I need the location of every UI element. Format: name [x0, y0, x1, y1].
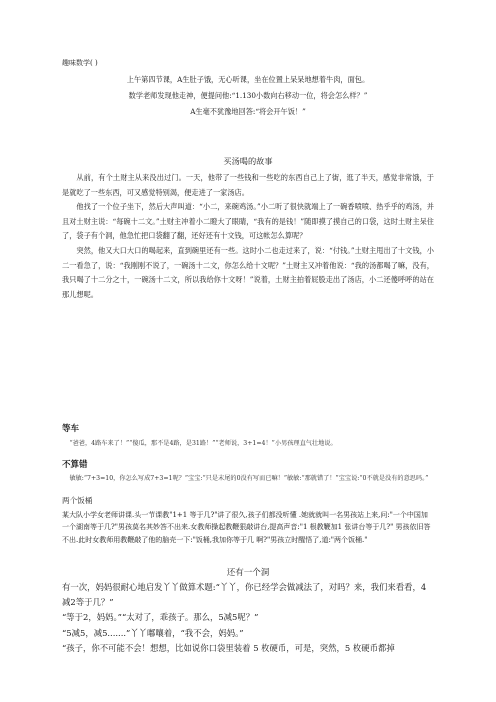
section-heading-buckets: 两个饭桶 — [62, 496, 93, 505]
story-paragraph: 突然，他又大口大口的喝起来，直到碗里还有一些。这时小二也走过来了，说：“付钱。”土财主甩出了十文钱，小二一看急了，说：“我刚刚不说了，一碗汤十二文，你怎么给十文呢？”土财主又冲着他说：“我的汤都喝了嘛，没有，我只喝了十二分之十，一碗汤十二文，所以我给你十文呀！”说着，土财主拍着屁股走出了汤店，小二还傻呼呼的站在那儿想呢。 — [62, 245, 434, 299]
section-text: 敏敏:“7+3=10，你怎么写成7+3=1呢？”宝宝:“只是末尾的0没有写而已嘛！”敏敏:“那就错了！”宝宝说:“0不就是没有的意思吗。” — [69, 475, 429, 482]
joke-lunch — [62, 72, 434, 120]
section-heading-bus: 等车 — [62, 424, 80, 434]
joke-line: 上午第四节课，A生肚子饿，无心听课，坐在位置上呆呆地想着牛肉，面包。 — [126, 75, 370, 84]
section-text-buckets — [62, 509, 434, 546]
hole-line: 有一次，妈妈很耐心地启发丫丫做算术题:“丫丫，你已经学会做减法了，对吗？来，我们来看看，4减2等于几？” — [62, 582, 427, 608]
section-heading-hole: 还有一个洞 — [226, 568, 270, 578]
section-text-hole — [62, 580, 434, 656]
joke-line: 数学老师发现他走神，便提问他:“1.130小数向右移动一位，将会怎么样？” — [128, 91, 368, 100]
story-body — [62, 171, 434, 302]
story-paragraph: 他找了一个位子坐下，然后大声叫道：“小二，来碗鸡汤。”小二听了很快就端上了一碗香喷喷、热乎乎的鸡汤，并且对土财主说：“每碗十二文。”土财主冲着小二瞪大了眼睛，“我有的是钱！”随即摸了摸自己的口袋，这时土财主呆住了，袋子有个洞，他急忙把口袋翻了翻，还好还有十文钱，可这帐怎么算呢？ — [62, 202, 434, 241]
joke-line: A生毫不犹豫地回答:“将会开午饭！” — [190, 107, 306, 116]
section-text-bus — [62, 438, 434, 450]
document-title: 趣味数学( ) — [62, 59, 98, 67]
section-text-notwrong — [62, 473, 434, 485]
story-title: 买汤喝的故事 — [223, 156, 273, 166]
hole-line: “5减5，减5.......”丫丫嘟嚷着，“我不会，妈妈。” — [62, 627, 244, 638]
story-paragraph: 从前，有个土财主从来没出过门。一天，他带了一些钱和一些吃的东西自己上了街，逛了半天，感觉非常饿，于是就吃了一些东西，可又感觉特别渴，便走进了一家汤店。 — [62, 173, 434, 197]
section-text: 某大队小学女老师讲课.头一节课教"1+1 等于几?"讲了很久,孩子们都没听懂 .她就就叫一名男孩站上来,问:"一个中国加一个湖南等于几?"男孩莫名其妙答不出来.女教师操起教鞭狠敲讲台,提高声音:"1 根教鞭加1 张讲台等于几?" 男孩依旧答不出.此时女教师用教鞭敲了他的脑壳一下:"饭桶,我加你等于几 啊?"男孩立时醒悟了,道:"两个饭桶." — [62, 511, 431, 544]
hole-line: “等于2，妈妈。”“太对了，乖孩子。那么，5减5呢？” — [62, 612, 259, 623]
section-text: “爸爸，4路车来了！”“傻瓜，那不是4路，是31路！”“老师说，3+1=4！”小男孩理直气壮地说。 — [69, 440, 337, 447]
section-heading-notwrong: 不算错 — [62, 460, 88, 470]
hole-line: “孩子，你不可能不会！想想，比如说你口袋里装着 5 枚硬币，可是，突然，5 枚硬币都掉 — [62, 642, 395, 653]
